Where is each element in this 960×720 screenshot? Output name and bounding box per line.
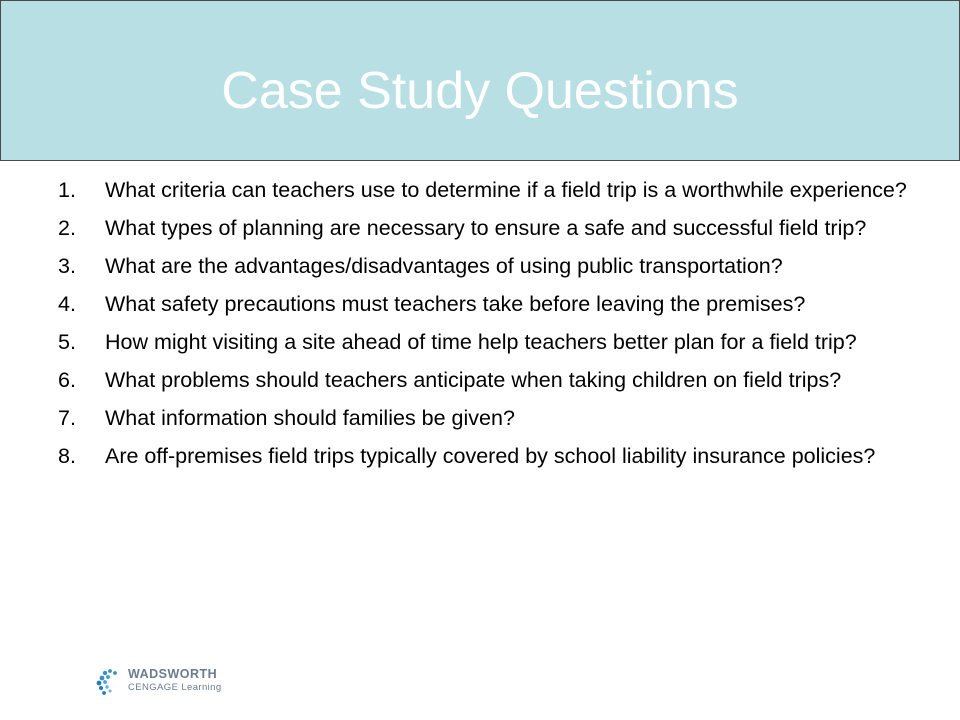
question-number: 1. [58,178,76,202]
logo-line-cengage: CENGAGE Learning [128,682,222,693]
question-number: 3. [58,254,76,278]
publisher-logo [96,664,246,700]
question-text: What information should families be given? [105,406,515,430]
logo-line-wadsworth: WADSWORTH [128,667,218,681]
question-number: 2. [58,216,76,240]
question-item [58,252,918,281]
question-text: What safety precautions must teachers take before leaving the premises? [105,292,806,316]
question-number: 6. [58,368,76,392]
question-number: 8. [58,444,76,468]
slide-title: Case Study Questions [221,62,739,120]
question-list [58,176,918,480]
cengage-dots-icon [96,666,126,698]
question-item [58,176,918,205]
question-item [58,404,918,433]
question-text: What problems should teachers anticipate when taking children on field trips? [105,368,842,392]
question-item [58,442,918,471]
question-text: How might visiting a site ahead of time help teachers better plan for a field trip? [105,330,857,354]
question-item [58,290,918,319]
question-text: What are the advantages/disadvantages of using public transportation? [105,254,783,278]
question-text: What types of planning are necessary to ensure a safe and successful field trip? [105,216,867,240]
question-number: 4. [58,292,76,316]
title-banner [0,0,960,161]
question-number: 7. [58,406,76,430]
question-text: Are off-premises field trips typically covered by school liability insurance policies? [105,444,876,468]
logo-wordmark [128,668,222,694]
question-item [58,214,918,243]
question-item [58,328,918,357]
question-item [58,366,918,395]
question-text: What criteria can teachers use to determine if a field trip is a worthwhile experience? [105,178,907,202]
question-number: 5. [58,330,76,354]
